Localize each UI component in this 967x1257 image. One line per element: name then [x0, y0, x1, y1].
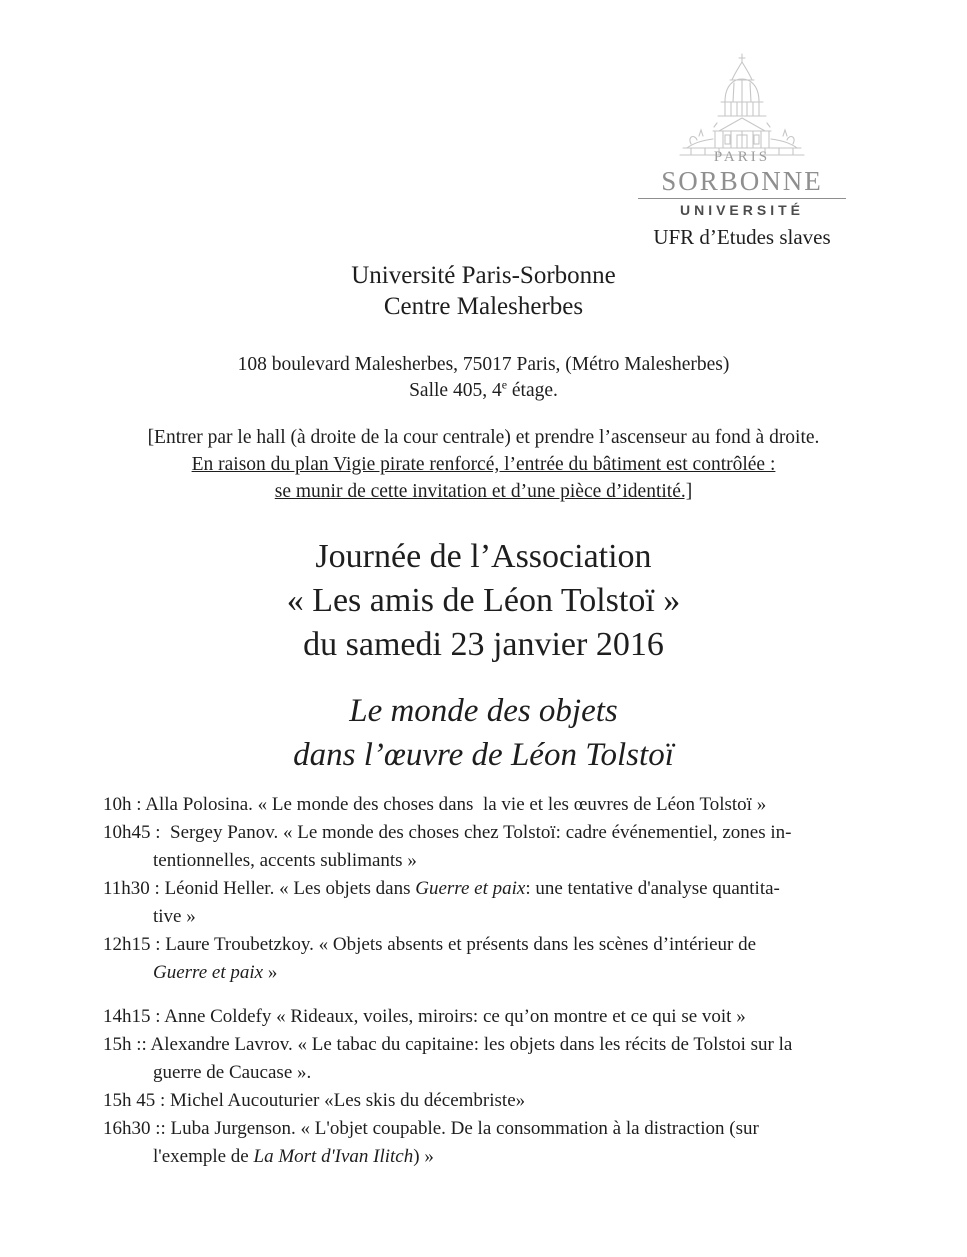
- program-text: 11h30 : Léonid Heller. « Les objets dans: [103, 878, 416, 899]
- logo-sorbonne-text: SORBONNE: [661, 166, 823, 196]
- entry-note-line3-underlined: se munir de cette invitation et d’une pièce d’identité.]: [274, 481, 693, 502]
- program-item: [103, 791, 907, 819]
- program-line-continuation: [103, 1059, 907, 1087]
- program-item: [103, 819, 907, 875]
- program-line-continuation: [103, 1143, 907, 1171]
- program-item: [103, 1087, 907, 1115]
- work-title-italic: Guerre et paix: [153, 962, 264, 983]
- address-room-suffix: étage.: [507, 380, 558, 401]
- program-item: [103, 931, 907, 987]
- center-name: Centre Malesherbes: [383, 293, 584, 320]
- university-name: Université Paris-Sorbonne: [351, 262, 616, 289]
- program-text: 14h15 : Anne Coldefy « Rideaux, voiles, miroirs: ce qu’on montre et ce qui se voit »: [103, 1006, 746, 1027]
- program-text: tive »: [153, 906, 196, 927]
- program-text: 15h 45 : Michel Aucouturier «Les skis du décembriste»: [103, 1090, 526, 1111]
- program-text: 12h15 : Laure Troubetzkoy. « Objets absents et présents dans les scènes d’intérieur de: [103, 934, 757, 955]
- program-text: ) »: [413, 1146, 434, 1167]
- program-text: tentionnelles, accents sublimants »: [153, 850, 417, 871]
- program-item: [103, 875, 907, 931]
- program-text: »: [263, 962, 278, 983]
- program-text: l'exemple de: [153, 1146, 254, 1167]
- program-line: [103, 1031, 907, 1059]
- program-session-morning: [103, 791, 907, 987]
- event-subtitle-line2: dans l’œuvre de Léon Tolstoï: [293, 737, 674, 773]
- event-subtitle-line1: Le monde des objets: [349, 693, 618, 729]
- address-block: [0, 352, 967, 404]
- program-line: [103, 931, 907, 959]
- sorbonne-chapel-sketch-icon: [647, 52, 837, 162]
- program-text: 15h :: Alexandre Lavrov. « Le tabac du capitaine: les objets dans les récits de Tolstoi sur la: [103, 1034, 793, 1055]
- sorbonne-logo: [612, 52, 872, 250]
- program-text: : une tentative d'analyse quantita-: [525, 878, 780, 899]
- event-subtitle: [0, 689, 967, 777]
- logo-paris-text: PARIS: [713, 149, 771, 165]
- address-room: [0, 378, 967, 404]
- program-item: [103, 1115, 907, 1171]
- program-schedule: [0, 791, 967, 1171]
- program-text: 10h : Alla Polosina. « Le monde des choses dans la vie et les œuvres de Léon Tolstoï »: [103, 794, 767, 815]
- program-line: [103, 1087, 907, 1115]
- program-line: [103, 819, 907, 847]
- address-street: 108 boulevard Malesherbes, 75017 Paris, (Métro Malesherbes): [237, 354, 730, 375]
- work-title-italic: Guerre et paix: [415, 878, 526, 899]
- event-title-line3: du samedi 23 janvier 2016: [303, 626, 664, 663]
- program-line: [103, 875, 907, 903]
- program-session-afternoon: [103, 1003, 907, 1171]
- program-item: [103, 1031, 907, 1087]
- program-line-continuation: [103, 847, 907, 875]
- program-line: [103, 1115, 907, 1143]
- program-line: [103, 791, 907, 819]
- logo-ufr-label: UFR d’Etudes slaves: [653, 225, 831, 249]
- university-header: [0, 260, 967, 322]
- event-title: [0, 535, 967, 667]
- program-text: 16h30 :: Luba Jurgenson. « L'objet coupable. De la consommation à la distraction (sur: [103, 1118, 759, 1139]
- entry-note: [0, 424, 967, 505]
- logo-universite-text: UNIVERSITÉ: [679, 202, 804, 218]
- program-line-continuation: [103, 959, 907, 987]
- logo-divider: [638, 198, 846, 199]
- ordinal-superscript: e: [501, 377, 508, 392]
- program-line: [103, 1003, 907, 1031]
- address-room-text: Salle 405, 4: [409, 380, 502, 401]
- event-title-line2: « Les amis de Léon Tolstoï »: [286, 582, 681, 619]
- work-title-italic: La Mort d'Ivan Ilitch: [253, 1146, 414, 1167]
- entry-note-line2-underlined: En raison du plan Vigie pirate renforcé, l’entrée du bâtiment est contrôlée :: [191, 454, 776, 475]
- entry-note-line1: [Entrer par le hall (à droite de la cour centrale) et prendre l’ascenseur au fond à droite.: [147, 427, 820, 448]
- program-text: 10h45 : Sergey Panov. « Le monde des choses chez Tolstoï: cadre événementiel, zones in-: [103, 822, 792, 843]
- event-title-line1: Journée de l’Association: [315, 538, 652, 575]
- program-text: guerre de Caucase ».: [153, 1062, 312, 1083]
- program-line-continuation: [103, 903, 907, 931]
- program-item: [103, 1003, 907, 1031]
